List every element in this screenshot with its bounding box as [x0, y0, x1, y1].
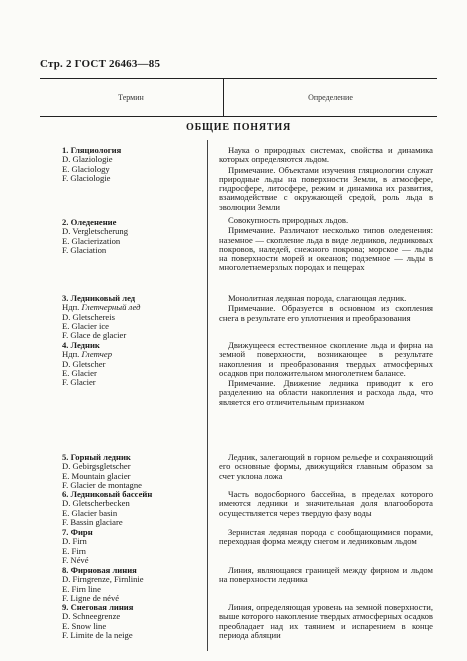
term-en: E. Firn — [62, 545, 86, 556]
definition-5 — [219, 453, 433, 482]
term-3 — [62, 294, 202, 340]
term-4 — [62, 341, 202, 387]
definition-7 — [219, 528, 433, 548]
term-en: E. Firn line — [62, 583, 101, 594]
column-header-definition: Определение — [308, 92, 353, 102]
term-1 — [62, 146, 202, 183]
term-en: E. Glacierization — [62, 235, 121, 246]
term-title: 4. Ледник — [62, 340, 100, 350]
term-de: D. Gebirgsgletscher — [62, 461, 131, 472]
term-title: 8. Фирновая линия — [62, 565, 137, 575]
term-fr: F. Glaciation — [62, 244, 107, 255]
definition-text: Монолитная ледяная порода, слагающая ледник. — [228, 293, 407, 303]
definition-note: Примечание. Объектами изучения гляциологии служат природные льды на поверхности Земли, в атмосфере, гидросфере, литосфере, режим и динамика их развития, взаимодействие с окружающей средой, роль льда в эволюции Земли — [219, 164, 433, 212]
definition-note: Примечание. Различают несколько типов оледенения: наземное — скопление льда в виде ледников, ледниковых покровов, наледей, снежного покрова; морское — льды на поверхности морей и океанов; подземное — льды в многолетнемерзлых породах и пещерах — [219, 225, 433, 273]
column-divider — [207, 140, 208, 651]
term-de: D. Glaziologie — [62, 154, 113, 165]
term-en: E. Glacier — [62, 367, 97, 378]
definition-text: Линия, определяющая уровень на земной поверхности, выше которого накопление твердых атмосферных осадков преобладает над их таянием и испарением в конце периода абляции — [219, 602, 433, 640]
term-2 — [62, 218, 202, 255]
ndp-term: Глетчер — [81, 349, 112, 360]
definition-text: Ледник, залегающий в горном рельефе и сохраняющий его основные формы, движущийся главным образом за счет уклона ложа — [219, 452, 433, 481]
definition-text: Линия, являющаяся границей между фирном и льдом на поверхности ледника — [219, 565, 433, 585]
section-title: ОБЩИЕ ПОНЯТИЯ — [186, 122, 291, 133]
definition-text: Движущееся естественное скопление льда и фирна на земной поверхности, возникающее в результате накопления и преобразования твердых атмосферных осадков при положительном многолетнем балансе. — [219, 340, 433, 378]
term-title: 1. Гляциология — [62, 145, 122, 155]
definition-text: Зернистая ледяная порода с сообщающимися порами, переходная форма между снегом и ледниковым льдом — [219, 527, 433, 547]
term-fr: F. Limite de la neige — [62, 629, 133, 640]
definition-6 — [219, 490, 433, 519]
term-title: 5. Горный ледник — [62, 452, 131, 462]
definition-text: Совокупность природных льдов. — [228, 215, 349, 225]
definition-text: Наука о природных системах, свойства и динамика которых определяются льдом. — [219, 145, 433, 165]
term-8 — [62, 566, 202, 603]
definition-4 — [219, 341, 433, 408]
term-fr: F. Glaciologie — [62, 172, 111, 183]
term-title: 2. Оледенение — [62, 217, 117, 227]
term-6 — [62, 490, 202, 527]
term-fr: F. Glacier — [62, 377, 96, 388]
term-de: D. Firn — [62, 536, 87, 547]
ndp-prefix: Ндп. — [62, 302, 80, 313]
term-title: 9. Снеговая линия — [62, 602, 134, 612]
definition-8 — [219, 566, 433, 586]
term-de: D. Vergletscherung — [62, 226, 129, 237]
term-de: D. Gletschereis — [62, 311, 115, 322]
term-fr: F. Névé — [62, 554, 89, 565]
term-de: D. Firngrenze, Firnlinie — [62, 574, 144, 585]
term-en: E. Glacier basin — [62, 507, 118, 518]
term-en: E. Snow line — [62, 620, 107, 631]
term-fr: F. Glacier de montagne — [62, 479, 142, 490]
column-header-term: Термин — [118, 92, 144, 102]
term-en: E. Glacier ice — [62, 320, 109, 331]
term-en: E. Mountain glacier — [62, 470, 131, 481]
term-de: D. Gletscherbecken — [62, 498, 130, 509]
table-header-rule — [40, 116, 437, 117]
term-fr: F. Glace de glacier — [62, 330, 127, 341]
term-de: D. Gletscher — [62, 358, 106, 369]
term-9 — [62, 603, 202, 640]
definition-2 — [219, 216, 433, 274]
definition-9 — [219, 603, 433, 641]
term-fr: F. Bassin glaciare — [62, 516, 123, 527]
term-title: 3. Ледниковый лед — [62, 293, 136, 303]
term-fr: F. Ligne de névé — [62, 592, 120, 603]
definition-note: Примечание. Движение ледника приводит к его разделению на области накопления и расхода льда, что является его отличительным признаком — [219, 378, 433, 407]
term-7 — [62, 528, 202, 565]
definition-3 — [219, 294, 433, 324]
term-title: 6. Ледниковый бассейн — [62, 489, 153, 499]
definition-1 — [219, 146, 433, 213]
term-title: 7. Фирн — [62, 527, 93, 537]
term-5 — [62, 453, 202, 490]
term-de: D. Schneegrenze — [62, 611, 121, 622]
page-header: Стр. 2 ГОСТ 26463—85 — [40, 58, 161, 70]
ndp-prefix: Ндп. — [62, 349, 80, 360]
definition-note: Примечание. Образуется в основном из скопления снега в результате его уплотнения и преобразования — [219, 303, 433, 323]
ndp-term: Глетчерный лед — [81, 302, 141, 313]
term-en: E. Glaciology — [62, 163, 110, 174]
definition-text: Часть водосборного бассейна, в пределах которого имеются ледники и значительная доля влагооборота осуществляется через твердую фазу воды — [219, 489, 433, 518]
